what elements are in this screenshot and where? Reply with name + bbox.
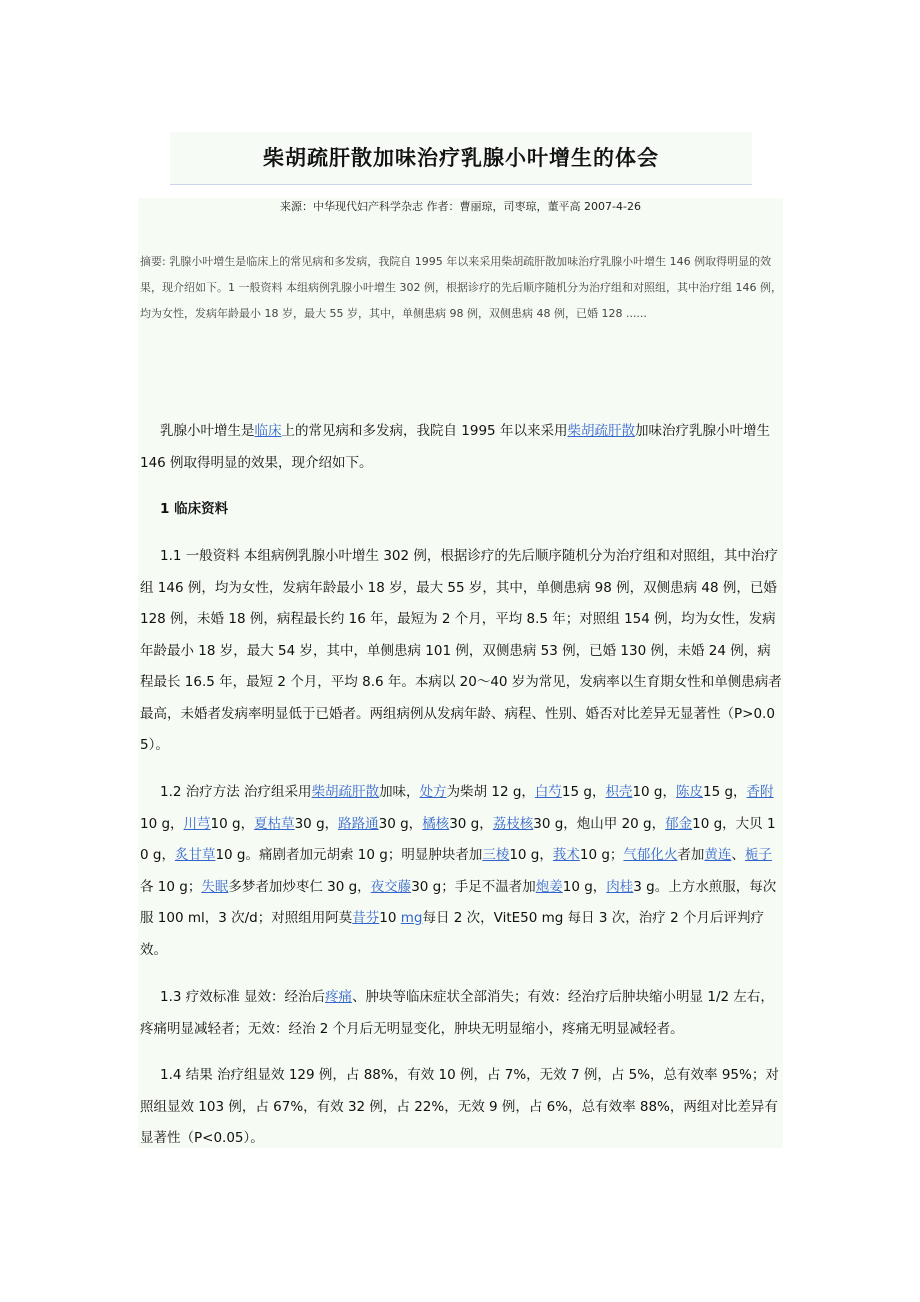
- link-xifen[interactable]: 昔芬: [352, 910, 380, 926]
- link-chaihu[interactable]: 柴胡疏肝散: [311, 784, 380, 800]
- link-chenpi[interactable]: 陈皮: [676, 784, 703, 800]
- text: 30 g，炮山甲 20 g，: [533, 815, 666, 832]
- text: 30 g；手足不温者加: [411, 878, 536, 895]
- link-pain[interactable]: 疼痛: [325, 989, 353, 1005]
- text: 上的常见病和多发病，我院自 1995 年以来采用: [281, 423, 568, 439]
- text: 10 g，: [562, 878, 607, 895]
- text: 10 g，: [632, 784, 676, 800]
- text: 乳腺小叶增生是: [160, 423, 255, 439]
- intro-paragraph: [140, 416, 782, 479]
- text: 30 g，: [294, 815, 339, 832]
- link-mg[interactable]: mg: [400, 910, 423, 926]
- text: 10 g；: [579, 847, 624, 863]
- text: 10: [379, 910, 401, 926]
- link-clinical[interactable]: 临床: [254, 423, 282, 439]
- link-prescription[interactable]: 处方: [419, 784, 447, 800]
- link-chuanxiong[interactable]: 川芎: [183, 815, 211, 832]
- link-sanleng[interactable]: 三棱: [482, 847, 510, 863]
- text: 15 g，: [703, 784, 747, 800]
- text: 1.2 治疗方法 治疗组采用: [160, 784, 312, 800]
- title-box: [170, 132, 752, 185]
- link-juhe[interactable]: 橘核: [422, 815, 450, 832]
- link-zhizi[interactable]: 栀子: [744, 847, 772, 863]
- text: 10 g。痛剧者加元胡索 10 g；明显肿块者加: [215, 847, 483, 863]
- text: 多梦者加炒枣仁 30 g，: [228, 878, 371, 895]
- text: 30 g，: [449, 815, 493, 832]
- text: 加味治疗乳腺小叶增生 146 例取得明显的效果，现介绍如下。: [140, 423, 770, 471]
- article-title: 柴胡疏肝散加味治疗乳腺小叶增生的体会: [263, 145, 659, 170]
- paragraph-1-3: [140, 982, 782, 1045]
- text: 15 g，: [561, 784, 606, 800]
- link-huanglian[interactable]: 黄连: [704, 847, 732, 863]
- text: 1.3 疗效标准 显效：经治后: [160, 989, 326, 1005]
- link-zhigancao[interactable]: 炙甘草: [174, 847, 216, 863]
- source-line: 来源：中华现代妇产科学杂志 作者：曹丽琼，司枣琼，董平高 2007-4-26: [280, 200, 641, 213]
- paragraph-1-2: [140, 777, 782, 966]
- link-yujin[interactable]: 郁金: [665, 815, 693, 832]
- link-xiangfu[interactable]: 香附: [746, 784, 774, 800]
- text: 10 g，: [210, 815, 255, 832]
- text: 3 g。上方水煎服，每次服 100 ml，3 次/d；对照组用阿莫: [140, 878, 777, 926]
- paragraph-1-1: 1.1 一般资料 本组病例乳腺小叶增生 302 例，根据诊疗的先后顺序随机分为治疗组和对照组，其中治疗组 146 例，均为女性，发病年龄最小 18 岁，最大 55 岁，其中，单侧患病 98 例，双侧患病 48 例，已婚 128 例，未婚 18 例，病程最长约 16 年，最短为 2 个月，平均 8.5 年；对照组 154 例，均为女性，发病年龄最小 18 岁，最大 54 岁，其中，单侧患病 101 例，双侧患病 53 例，已婚 130 例，未婚 24 例，病程最长 16.5 年，最短 2 个月，平均 8.6 年。本病以 20～40 岁为常见，发病率以生育期女性和单侧患病者最高，未婚者发病率明显低于已婚者。两组病例从发病年龄、病程、性别、婚否对比差异无显著性（P>0.05）。: [140, 548, 782, 753]
- link-baishao[interactable]: 白芍: [534, 784, 562, 800]
- paragraph-1-4: 1.4 结果 治疗组显效 129 例，占 88%，有效 10 例，占 7%，无效 7 例，占 5%，总有效率 95%；对照组显效 103 例，占 67%，有效 32 例，占 22%，无效 9 例，占 6%，总有效率 88%，两组对比差异有显著性（P<0.05）。: [140, 1067, 779, 1146]
- text: 各 10 g；: [140, 878, 202, 895]
- link-chaihu-shugan-san[interactable]: 柴胡疏肝散: [567, 423, 635, 439]
- text: 加味，: [379, 784, 420, 800]
- link-ezhu[interactable]: 莪术: [552, 847, 580, 863]
- link-lizhihe[interactable]: 荔枝核: [492, 815, 534, 832]
- link-yejiaoteng[interactable]: 夜交藤: [370, 878, 412, 895]
- section-heading: 1 临床资料: [160, 501, 229, 517]
- text: 、肿块等临床症状全部消失；有效：经治疗后肿块缩小明显 1/2 左右，疼痛明显减轻者；无效：经治 2 个月后无明显变化，肿块无明显缩小，疼痛无明显减轻者。: [140, 989, 774, 1037]
- text: 30 g，: [378, 815, 423, 832]
- link-lulutong[interactable]: 路路通: [338, 815, 379, 832]
- link-paojiang[interactable]: 炮姜: [535, 878, 563, 895]
- link-rougui[interactable]: 肉桂: [606, 878, 634, 895]
- text: 为柴胡 12 g，: [446, 784, 535, 800]
- link-qiyu-huahuo[interactable]: 气郁化火: [623, 847, 678, 863]
- link-zhike[interactable]: 枳壳: [605, 784, 633, 800]
- text: 每日 2 次，VitE50 mg 每日 3 次，治疗 2 个月后评判疗效。: [140, 910, 764, 958]
- link-shimian[interactable]: 失眠: [201, 878, 229, 895]
- text: 10 g，: [140, 815, 184, 832]
- text: 10 g，: [509, 847, 553, 863]
- text: 、: [731, 847, 745, 863]
- text: 者加: [677, 847, 705, 863]
- link-xiakucao[interactable]: 夏枯草: [254, 815, 295, 832]
- text: 10 g，大贝 10 g，: [140, 815, 776, 863]
- abstract: 摘要: 乳腺小叶增生是临床上的常见病和多发病，我院自 1995 年以来采用柴胡疏肝散加味治疗乳腺小叶增生 146 例取得明显的效果，现介绍如下。1 一般资料 本组病例乳腺小叶增生 302 例，根据诊疗的先后顺序随机分为治疗组和对照组，其中治疗组 146 例，均为女性，发病年龄最小 18 岁，最大 55 岁，其中，单侧患病 98 例，双侧患病 48 例，已婚 128 ......: [140, 255, 782, 320]
